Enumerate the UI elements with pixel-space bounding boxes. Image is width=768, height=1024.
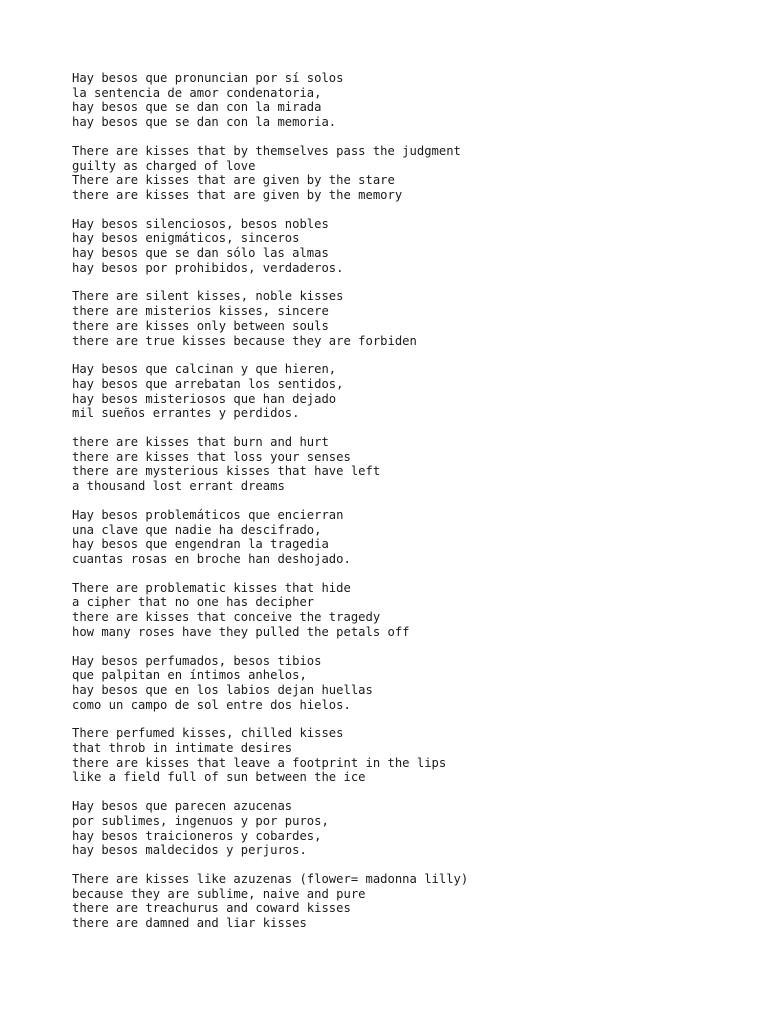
poem-line: there are true kisses because they are forbiden — [72, 333, 417, 348]
poem-line: There are kisses that by themselves pass the judgment — [72, 143, 461, 158]
poem-line: There are silent kisses, noble kisses — [72, 289, 344, 304]
poem-line: guilty as charged of love — [72, 158, 256, 173]
poem-line: there are damned and liar kisses — [72, 916, 307, 931]
poem-line: cuantas rosas en broche han deshojado. — [72, 551, 351, 566]
stanza-3 — [72, 217, 752, 276]
stanza-1 — [72, 71, 752, 130]
stanza-11 — [72, 799, 752, 858]
poem-line: hay besos traicioneros y cobardes, — [72, 828, 322, 843]
poem-line: hay besos que arrebatan los sentidos, — [72, 376, 344, 391]
poem-line: Hay besos que parecen azucenas — [72, 799, 293, 814]
stanza-8 — [72, 581, 752, 640]
poem-line: a cipher that no one has decipher — [72, 595, 315, 610]
poem-line: there are kisses that loss your senses — [72, 449, 351, 464]
poem-line: hay besos que engendran la tragedia — [72, 537, 329, 552]
stanza-6 — [72, 435, 752, 494]
poem-line: mil sueños errantes y perdidos. — [72, 406, 300, 421]
poem-line: la sentencia de amor condenatoria, — [72, 85, 322, 100]
poem-line: hay besos que se dan con la mirada — [72, 100, 322, 115]
poem-line: Hay besos que pronuncian por sí solos — [72, 71, 344, 85]
poem-line: hay besos por prohibidos, verdaderos. — [72, 260, 344, 275]
poem-line: there are mysterious kisses that have left — [72, 464, 381, 479]
poem-line: there are kisses that are given by the memory — [72, 187, 403, 202]
poem-line: There perfumed kisses, chilled kisses — [72, 726, 344, 741]
poem-line: there are kisses that burn and hurt — [72, 435, 329, 450]
poem-line: Hay besos silenciosos, besos nobles — [72, 216, 329, 231]
poem-line: There are kisses that are given by the stare — [72, 173, 395, 188]
poem-line: there are kisses that leave a footprint in the lips — [72, 755, 447, 770]
poem-line: hay besos que en los labios dejan huellas — [72, 682, 373, 697]
poem-line: hay besos que se dan con la memoria. — [72, 115, 337, 130]
poem-line: hay besos misteriosos que han dejado — [72, 391, 337, 406]
poem-line: una clave que nadie ha descifrado, — [72, 522, 322, 537]
poem-line: como un campo de sol entre dos hielos. — [72, 697, 351, 712]
poem-line: there are treachurus and coward kisses — [72, 901, 351, 916]
poem-line: like a field full of sun between the ice — [72, 770, 366, 785]
poem-line: Hay besos que calcinan y que hieren, — [72, 362, 337, 377]
poem-line: There are kisses like azuzenas (flower= madonna lilly) — [72, 871, 469, 886]
stanza-9 — [72, 654, 752, 713]
poem-line: how many roses have they pulled the petals off — [72, 624, 410, 639]
poem-line: Hay besos problemáticos que encierran — [72, 507, 344, 522]
poem-line: because they are sublime, naive and pure — [72, 886, 366, 901]
document-page — [72, 71, 752, 945]
stanza-7 — [72, 508, 752, 567]
poem-line: hay besos maldecidos y perjuros. — [72, 843, 307, 858]
stanza-2 — [72, 144, 752, 203]
poem-line: there are kisses only between souls — [72, 318, 329, 333]
poem-line: Hay besos perfumados, besos tibios — [72, 653, 322, 668]
stanza-5 — [72, 362, 752, 421]
poem-line: por sublimes, ingenuos y por puros, — [72, 813, 329, 828]
poem-line: hay besos enigmáticos, sinceros — [72, 231, 300, 246]
poem-line: there are kisses that conceive the tragedy — [72, 610, 381, 625]
stanza-10 — [72, 726, 752, 785]
poem-line: hay besos que se dan sólo las almas — [72, 246, 329, 261]
poem-line: There are problematic kisses that hide — [72, 580, 351, 595]
poem-line: there are misterios kisses, sincere — [72, 304, 329, 319]
poem-line: a thousand lost errant dreams — [72, 479, 285, 494]
poem-line: that throb in intimate desires — [72, 741, 293, 756]
stanza-4 — [72, 289, 752, 348]
stanza-12 — [72, 872, 752, 931]
poem-line: que palpitan en íntimos anhelos, — [72, 668, 307, 683]
